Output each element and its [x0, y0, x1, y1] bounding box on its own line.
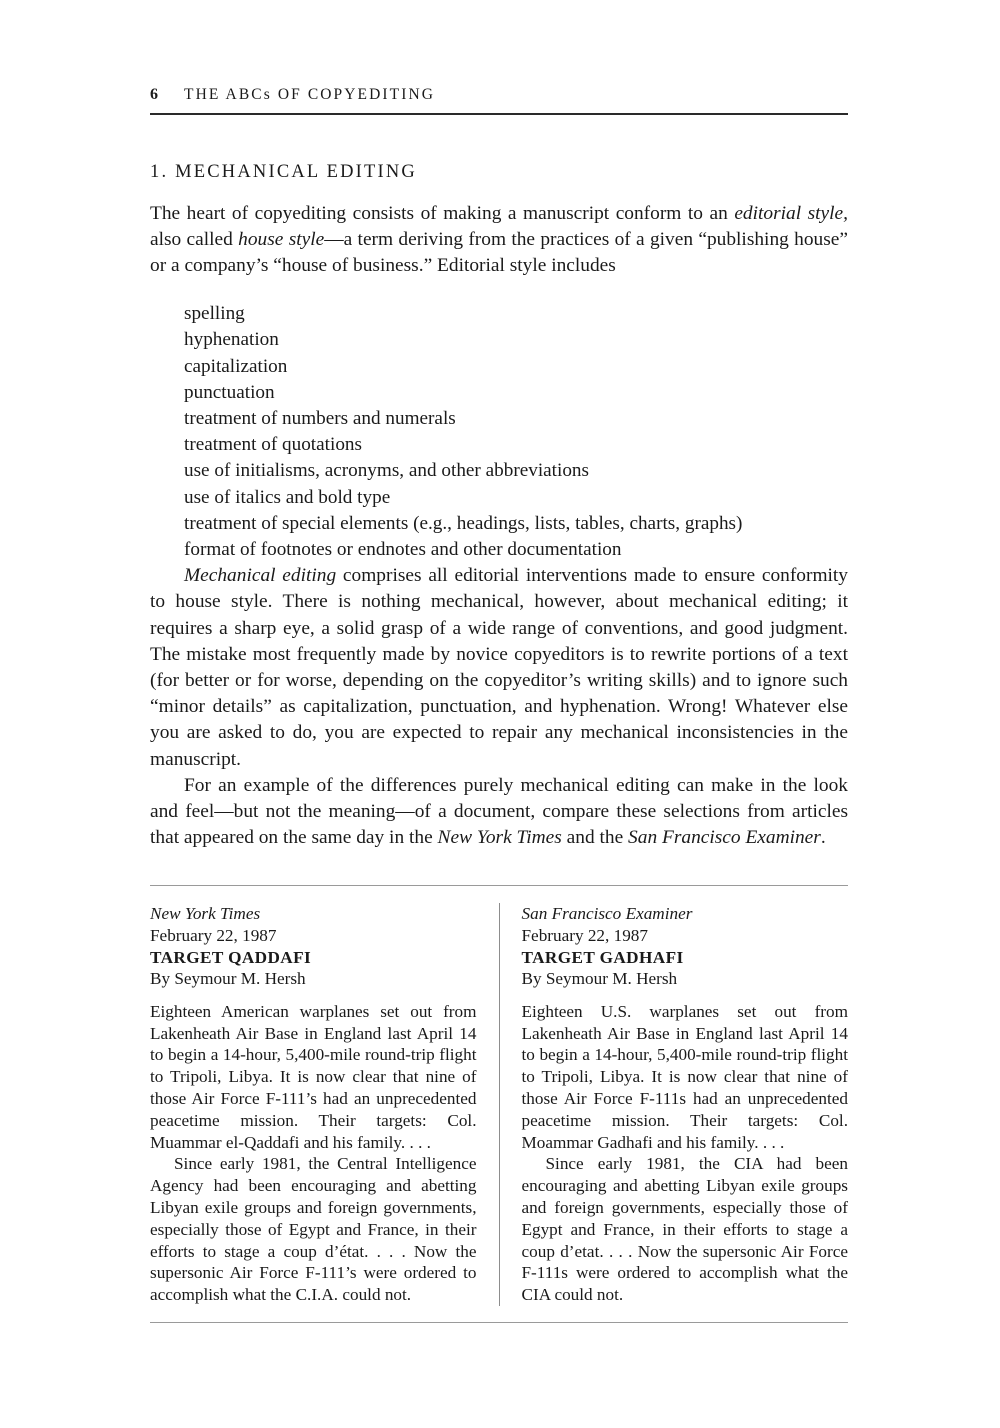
example-italic-sfe: San Francisco Examiner — [628, 827, 821, 849]
mechanical-editing-text: comprises all editorial interventions made to ensure conformity to house style. There is nothing mechanical, however, about mechanical editing; it requires a sharp eye, a solid grasp of a wide range of conventions, and good judgment. The mistake most frequently made by novice copyeditors is to rewrite portions of a text (for better or for worse, depending on the copyeditor’s writing skills) and to ignore such “minor details” as capitalization, punctuation, and hyphenation. Wrong! Whatever else you are asked to do, you are expected to repair any mechanical inconsistencies in the manuscript. — [150, 565, 848, 770]
excerpt-headline: TARGET QADDAFI — [150, 947, 312, 967]
intro-italic-house-style: house style — [238, 228, 325, 250]
example-text-part-1: For an example of the differences purely mechanical editing can make in the look and feel—but not the meaning—of a document, compare these selections from articles that appeared on the same day in the — [150, 774, 848, 849]
list-item: use of italics and bold type — [184, 486, 391, 508]
excerpt-paragraph: Eighteen American warplanes set out from Lakenheath Air Base in England last April 14 to begin a 14-hour, 5,400-mile round-trip flight to Tripoli, Libya. It is now clear that nine of those Air Force F-111’s had an unprecedented peacetime mission. Their targets: Col. Muammar el-Qaddafi and his family. . . . — [150, 1001, 477, 1152]
editorial-style-list — [150, 301, 848, 563]
list-item: hyphenation — [184, 329, 279, 351]
page-number: 6 — [150, 86, 158, 103]
excerpt-source-name: San Francisco Examiner — [521, 904, 693, 924]
excerpt-header-left — [150, 903, 477, 989]
mechanical-editing-italic-lead: Mechanical editing — [184, 565, 337, 587]
running-head — [150, 86, 848, 115]
example-italic-nyt: New York Times — [437, 827, 562, 849]
excerpt-date: February 22, 1987 — [150, 926, 277, 946]
excerpt-comparison-block — [150, 885, 848, 1323]
intro-text-part-2: also called — [150, 228, 239, 250]
excerpt-column-new-york-times — [150, 903, 499, 1306]
excerpt-paragraph: Since early 1981, the CIA had been encouraging and abetting Libyan exile groups and foreign governments, especially those of Egypt and France, in their efforts to stage a coup d’etat. . . . Now the supersonic Air Force F-111s were ordered to accomplish what the CIA could not. — [521, 1154, 848, 1305]
list-item: treatment of quotations — [184, 434, 362, 456]
intro-paragraph — [150, 201, 848, 280]
excerpt-paragraph: Eighteen U.S. warplanes set out from Lakenheath Air Base in England last April 14 to begin a 14-hour, 5,400-mile round-trip flight to Tripoli, Libya. It is now clear that nine of those Air Force F-111s had an unprecedented peacetime mission. Their targets: Col. Moammar Gadhafi and his family. . . . — [521, 1001, 848, 1152]
excerpt-source-name: New York Times — [150, 904, 261, 924]
example-text-part-3: . — [820, 827, 826, 849]
intro-text-part-3: —a term deriving from the practices of a given “publishing house” or a company’s “house of business.” Editorial style includes — [150, 228, 848, 276]
example-text-part-2: and the — [561, 827, 629, 849]
list-item: format of footnotes or endnotes and other documentation — [184, 539, 622, 561]
mechanical-editing-paragraph — [150, 563, 848, 773]
excerpt-byline: By Seymour M. Hersh — [150, 969, 306, 989]
section-heading: 1. MECHANICAL EDITING — [150, 161, 417, 182]
excerpt-column-san-francisco-examiner — [500, 903, 849, 1306]
excerpt-byline: By Seymour M. Hersh — [521, 969, 678, 989]
intro-italic-editorial-style: editorial style, — [734, 202, 848, 224]
intro-text-part-1: The heart of copyediting consists of making a manuscript conform to an — [150, 202, 735, 224]
excerpt-paragraph: Since early 1981, the Central Intelligence Agency had been encouraging and abetting Libyan exile groups and foreign governments, especially those of Egypt and France, in their efforts to stage a coup d’état. . . . Now the supersonic Air Force F-111’s were ordered to accomplish what the C.I.A. could not. — [150, 1154, 477, 1305]
list-item: treatment of special elements (e.g., headings, lists, tables, charts, graphs) — [184, 512, 743, 534]
list-item: capitalization — [184, 355, 288, 377]
running-head-title: THE ABCs OF COPYEDITING — [184, 86, 436, 103]
excerpt-columns — [150, 903, 848, 1306]
excerpt-headline: TARGET GADHAFI — [521, 947, 684, 967]
excerpt-date: February 22, 1987 — [521, 926, 648, 946]
excerpt-header-right — [522, 903, 849, 989]
list-item: use of initialisms, acronyms, and other abbreviations — [184, 460, 589, 482]
list-item: punctuation — [184, 381, 275, 403]
list-item: spelling — [184, 303, 245, 325]
list-item: treatment of numbers and numerals — [184, 408, 456, 430]
page-content — [150, 86, 848, 1323]
example-paragraph — [150, 773, 848, 852]
